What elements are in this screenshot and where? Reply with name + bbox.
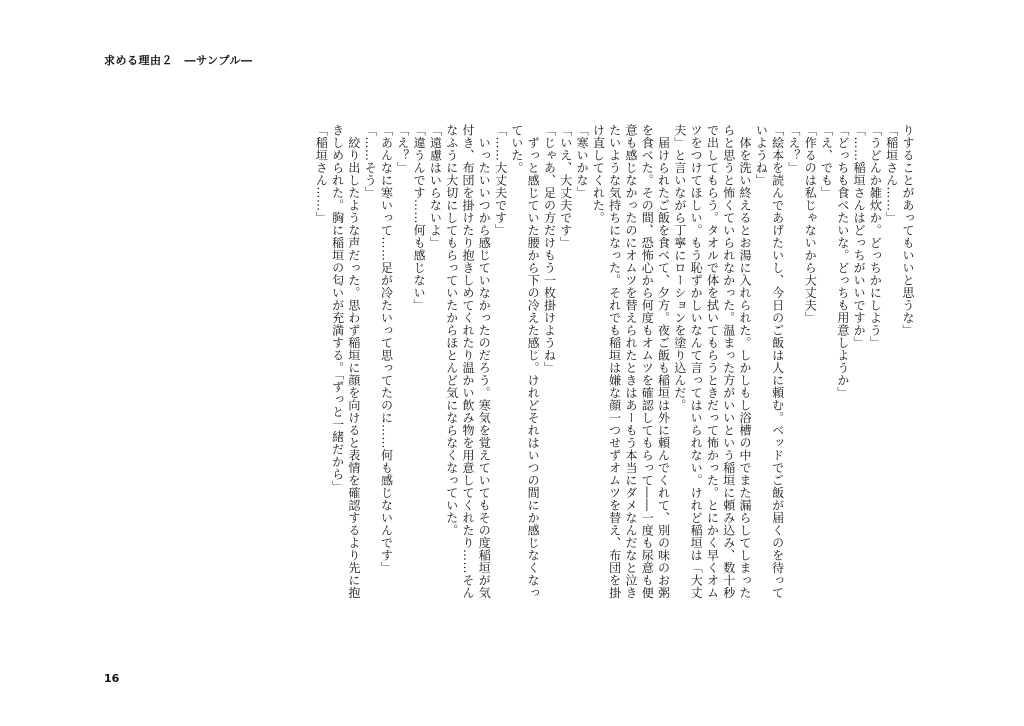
text-line: 「え、でも」 (819, 124, 834, 199)
text-line: 「うどんか雑炊か。どっちかにしよう」 (868, 124, 883, 349)
text-line: 「え？」 (395, 124, 410, 174)
text-line: 「……大丈夫です」 (493, 124, 508, 237)
text-line: 「じゃあ、足の方だけもう一枚掛けようね」 (542, 124, 557, 374)
text-line: りすることがあってもいいと思うな」 (901, 124, 915, 337)
text-line: 絞り出したような声だった。思わず稲垣に顔を向けると表情を確認するより先に抱きしめられた。胸に稲垣の匂いが充満する。「ずっと一緒だから」 (330, 124, 361, 599)
text-line: 「……そう」 (363, 124, 378, 199)
page-number: 16 (104, 672, 120, 685)
text-line: 「え？」 (786, 124, 801, 174)
text-line: 「……稲垣さんはどっちがいいですか」 (852, 124, 867, 349)
text-line: 「あんなに寒いって……足が冷たいって思ってたのに……何も感じないんです」 (379, 124, 394, 574)
text-line: 「寒いかな」 (575, 124, 590, 199)
text-line: 「稲垣さん……」 (314, 124, 329, 224)
text-line: 「遠慮はいらないよ」 (428, 124, 443, 249)
text-line: 届けられたご飯を食べて、夕方。夜ご飯も稲垣は外に頼んでくれて、別の味のお粥を食べた。その間、恐怖心から何度もオムツを確認してもらって――一度も尿意も便意も感じなかったのにオムツを替えられたときはあーもう本当にダメなんだなと泣きたいような気持ちになった。それでも稲垣は嫌な顔一つせずオムツを替え、布団を掛け直してくれた。 (591, 124, 671, 599)
text-line: 「どっちも食べたいな。どっちも用意しようか」 (835, 124, 850, 399)
text-line: 「作るのは私じゃないから大丈夫」 (803, 124, 818, 324)
running-header: 求める理由２ ―サンプル― (104, 54, 253, 67)
text-line: 「いえ、大丈夫です」 (558, 124, 573, 249)
text-line: ずっと感じていた腰から下の冷えた感じ。けれどそれはいつの間にか感じなくなっていた。 (509, 124, 541, 599)
text-line: いったいいつから感じていなかったのだろう。寒気を覚えていてもその度稲垣が気付き、布団を掛けたり抱きしめてくれたり温かい飲み物を用意してくれたり……そんなふうに大切にしてもらっていたからほとんど気にならなくなっていた。 (444, 124, 492, 599)
text-line: 「絵本を読んであげたいし、今日のご飯は人に頼む。ベッドでご飯が届くのを待っていようね」 (754, 124, 785, 599)
text-line: 体を洗い終えるとお湯に入れられた。しかしもし浴槽の中でまた漏らしてしまったらと思うと怖くていられなかった。温まった方がいいという稲垣に頼み込み、数十秒で出してもらう。タオルで体を拭いてもらうときだって怖かった。とにかく早くオムツをつけてほしい。もう恥ずかしいなんて言ってはいられない。けれど稲垣は「大丈夫」と言いながら丁寧にローションを塗り込んだ。 (672, 124, 753, 599)
text-line: 「稲垣さん……」 (884, 124, 899, 224)
body-text (108, 124, 916, 604)
text-line: 「違うんです……何も感じない」 (412, 124, 427, 312)
